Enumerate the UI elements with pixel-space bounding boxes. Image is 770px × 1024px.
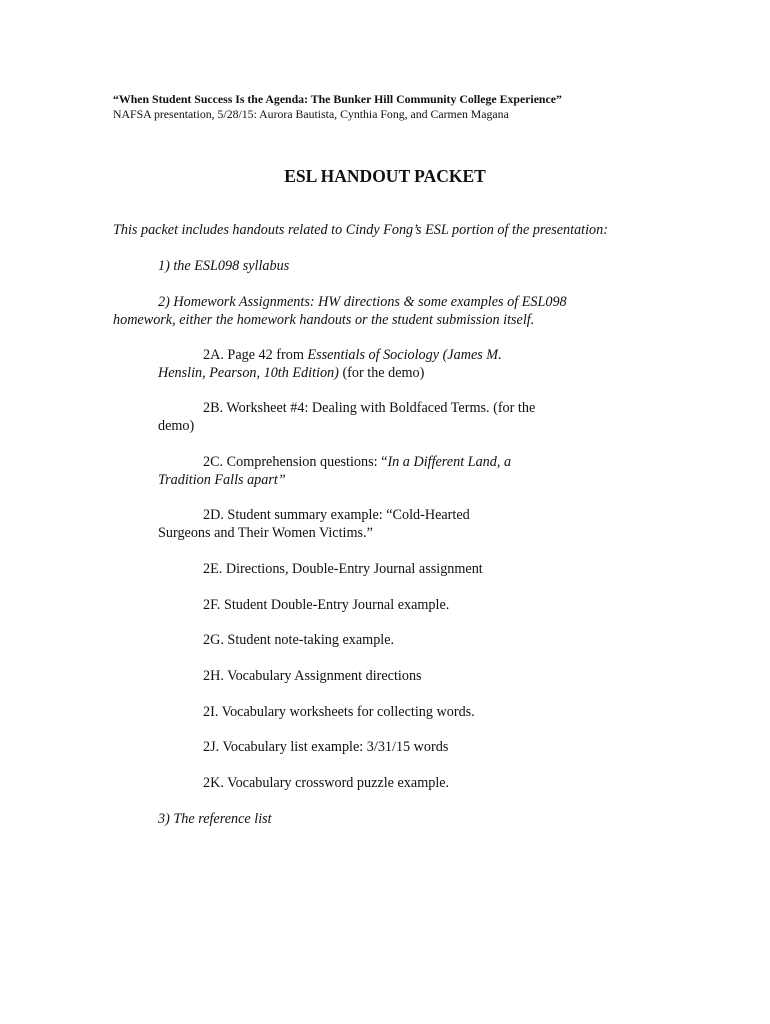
item-2d-line-1: 2D. Student summary example: “Cold-Hearted — [203, 507, 470, 523]
item-2b-line-1: 2B. Worksheet #4: Dealing with Boldfaced Terms. (for the — [203, 400, 536, 416]
list-item-2i: 2I. Vocabulary worksheets for collecting words. — [203, 704, 475, 720]
item-2a-suffix: (for the demo) — [338, 365, 425, 381]
intro-paragraph: This packet includes handouts related to Cindy Fong’s ESL portion of the presentation: — [113, 222, 608, 238]
item-2c-line-1 — [203, 453, 511, 471]
item-2b-line-2: demo) — [158, 418, 195, 434]
item-2c-article-title-part-1: In a Different Land, a — [387, 454, 512, 470]
section-2-line-1: 2) Homework Assignments: HW directions & some examples of ESL098 — [158, 294, 567, 310]
item-2c-prefix: 2C. Comprehension questions: “ — [203, 454, 388, 470]
list-item-2h: 2H. Vocabulary Assignment directions — [203, 668, 422, 684]
list-item-2g: 2G. Student note-taking example. — [203, 632, 395, 648]
section-2-line-2: homework, either the homework handouts or the student submission itself. — [113, 312, 535, 328]
list-item-2f: 2F. Student Double-Entry Journal example. — [203, 597, 450, 613]
item-2a-line-1 — [203, 346, 502, 364]
section-3-reference-list: 3) The reference list — [158, 811, 272, 827]
page-title: ESL HANDOUT PACKET — [284, 166, 486, 186]
presentation-title: “When Student Success Is the Agenda: The Bunker Hill Community College Experience” — [113, 92, 562, 106]
list-item-2j: 2J. Vocabulary list example: 3/31/15 words — [203, 739, 449, 755]
presentation-details: NAFSA presentation, 5/28/15: Aurora Bautista, Cynthia Fong, and Carmen Magana — [113, 107, 509, 121]
list-item-2k: 2K. Vocabulary crossword puzzle example. — [203, 775, 450, 791]
list-item-2e: 2E. Directions, Double-Entry Journal assignment — [203, 561, 483, 577]
item-2a-line-2 — [158, 364, 424, 382]
item-2a-book-title-part-2: Henslin, Pearson, 10th Edition) — [158, 365, 339, 381]
item-2d-line-2: Surgeons and Their Women Victims.” — [158, 525, 373, 541]
item-2a-book-title-part-1: Essentials of Sociology (James M. — [307, 347, 502, 363]
item-2a-prefix: 2A. Page 42 from — [203, 347, 308, 363]
section-1-syllabus: 1) the ESL098 syllabus — [158, 258, 290, 274]
item-2c-article-title-part-2: Tradition Falls apart” — [158, 472, 286, 488]
